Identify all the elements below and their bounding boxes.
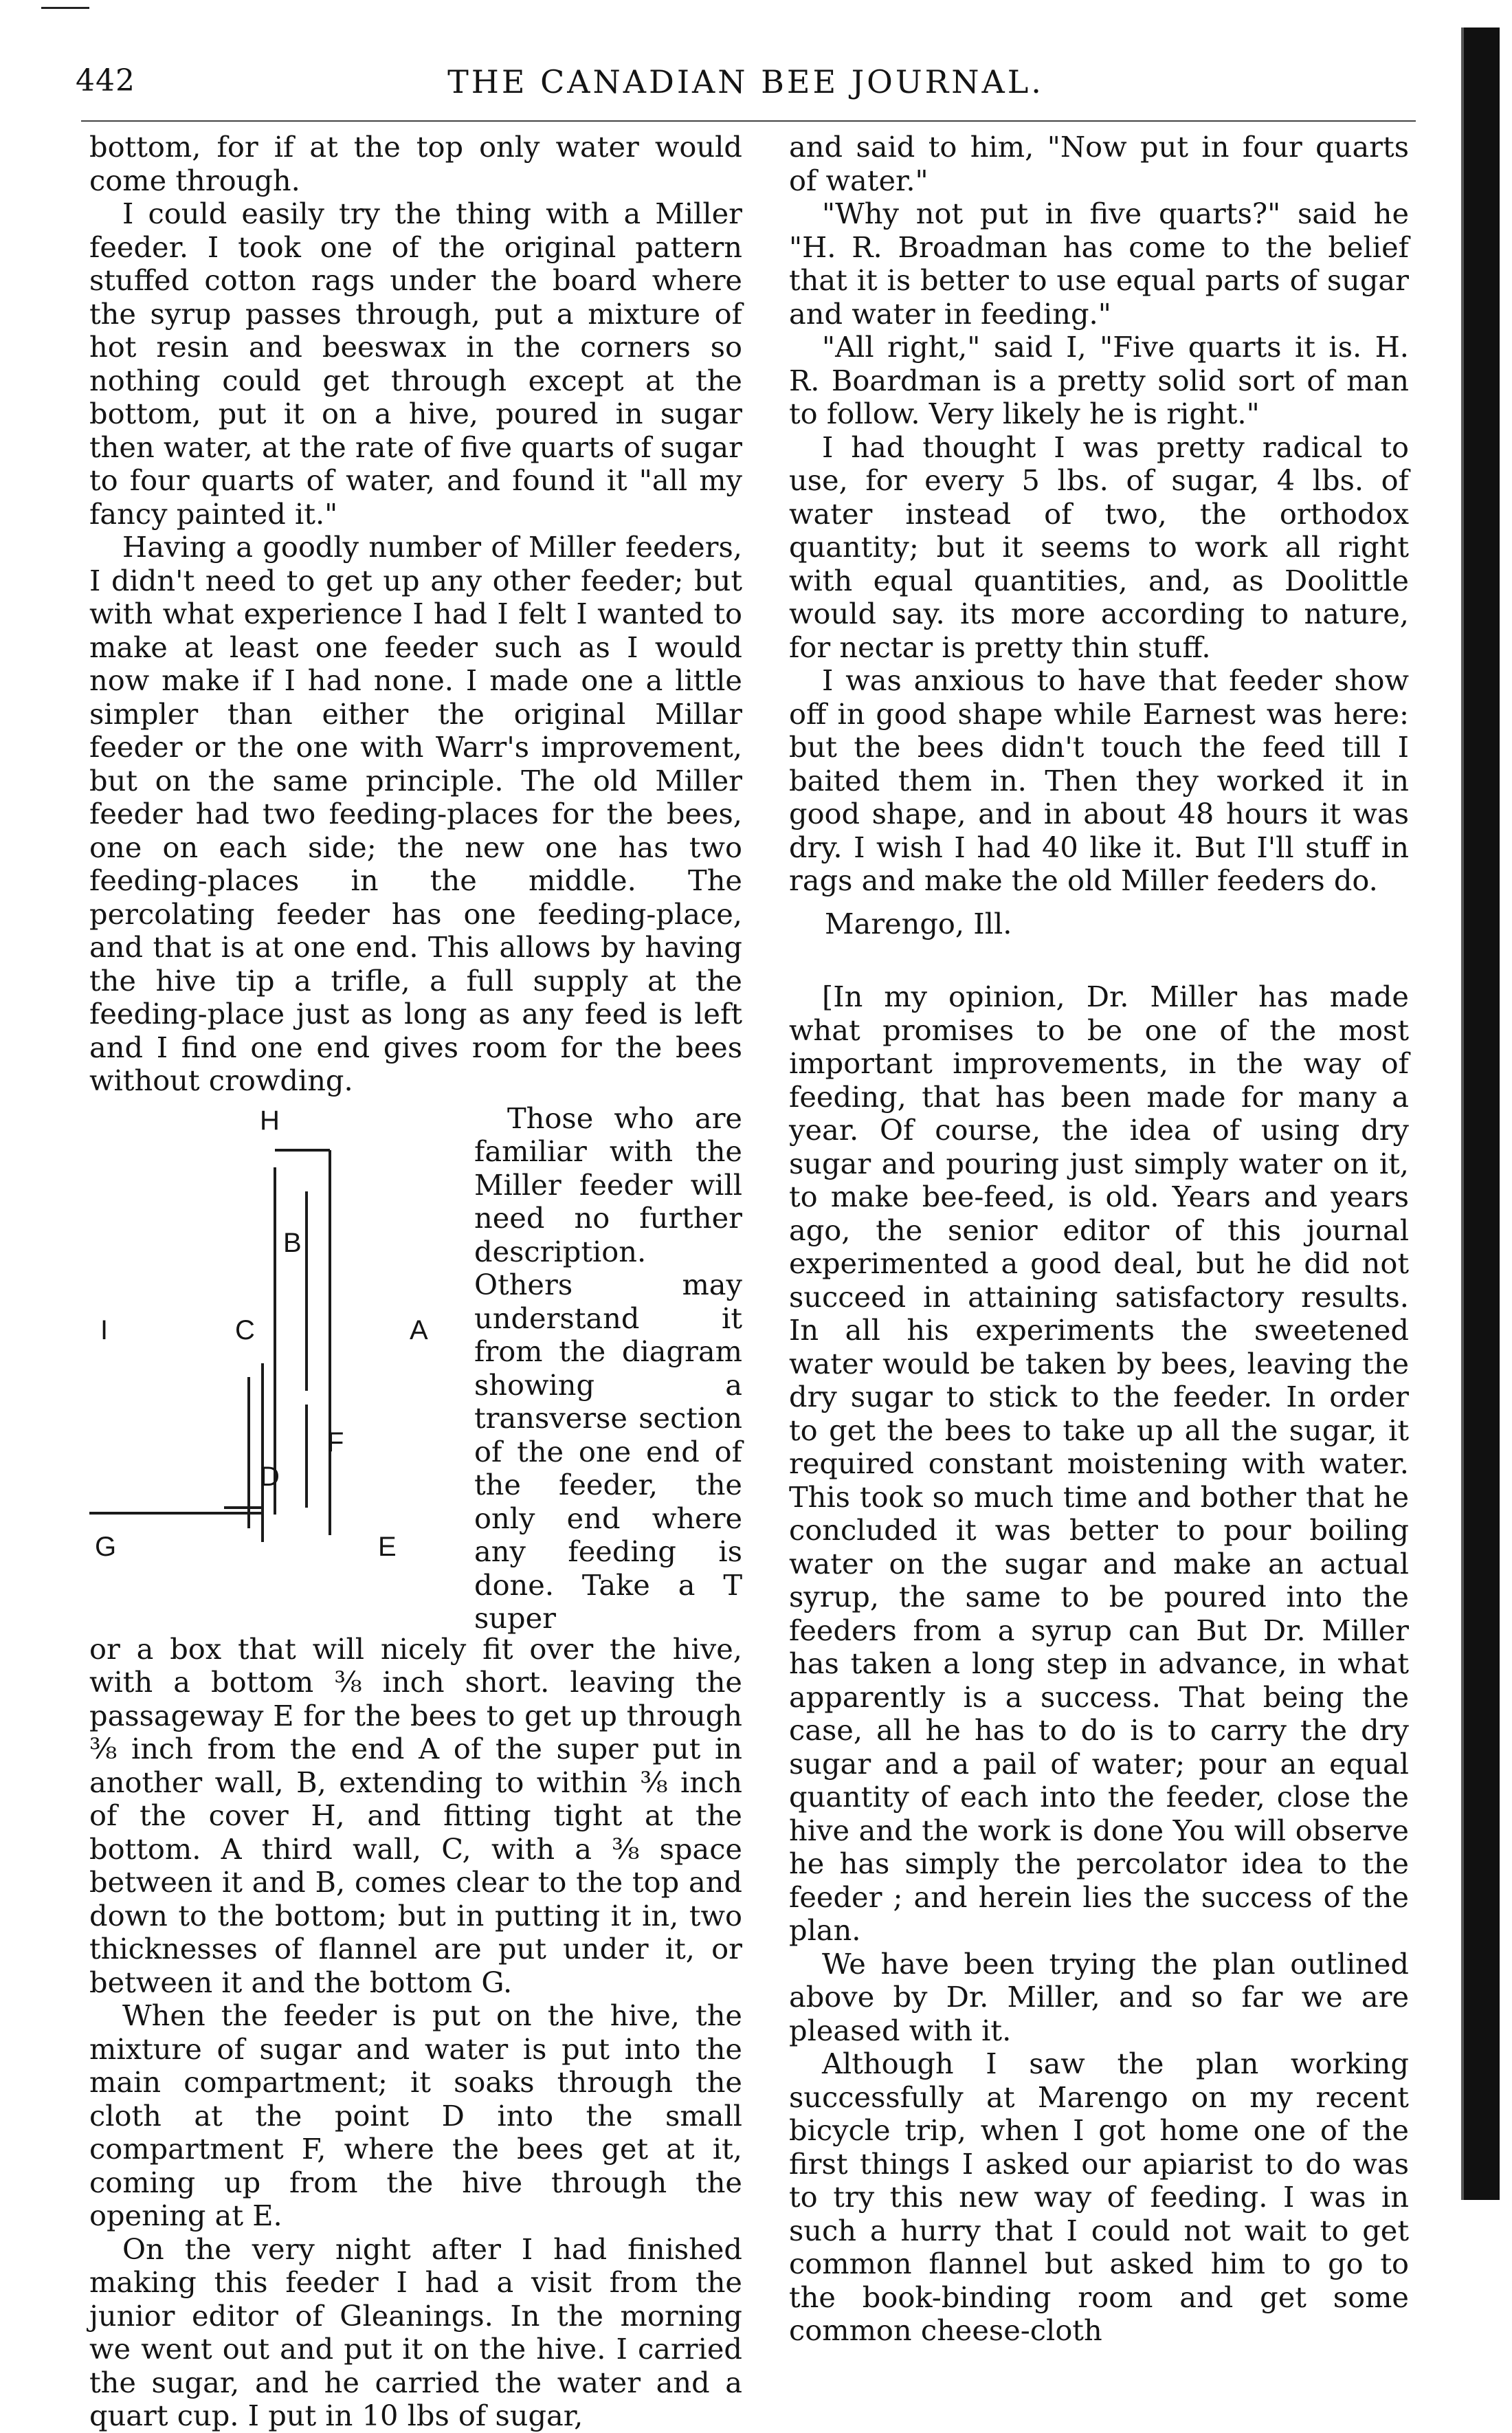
label-D: D bbox=[260, 1461, 280, 1492]
paragraph: "All right," said I, "Five quarts it is. H. R. Boardman is a pretty solid sort of man to follow. Very likely he is right." bbox=[789, 330, 1409, 430]
paragraph: When the feeder is put on the hive, the mixture of sugar and water is put into the main compartment; it soaks through the cloth at the point D into the small compartment F, where the bees get at it, coming up from the hive through the opening at E. bbox=[89, 1999, 742, 2232]
paragraph: Having a goodly number of Miller feeders, I didn't need to get up any other feeder; but with what experience I had I felt I wanted to make at least one feeder such as I would now make if I had none. I made one a little simpler than either the original Millar feeder or the one with Warr's improvement, but on the same principle. The old Miller feeder had two feeding-places for the bees, one on each side; the new one has two feeding-places in the middle. The percolating feeder has one feeding-place, and that is at one end. This allows by having the hive tip a trifle, a full supply at the feeding-place just as long as any feed is left and I find one end gives room for the bees without crowding. bbox=[89, 530, 742, 1097]
label-E: E bbox=[378, 1531, 397, 1562]
label-B: B bbox=[283, 1227, 302, 1258]
label-C: C bbox=[235, 1314, 255, 1345]
paragraph: or a box that will nicely fit over the hive, with a bottom ⅜ inch short. leaving the passageway E for the bees to get up through ⅜ inch from the end A of the super put in another wall, B, extending to within ⅜ inch of the cover H, and fitting tight at the bottom. A third wall, C, with a ⅜ space between it and B, comes clear to the top and down to the bottom; but in putting it in, two thicknesses of flannel are put under it, or between it and the bottom G. bbox=[89, 1631, 742, 1999]
paragraph: We have been trying the plan outlined above by Dr. Miller, and so far we are pleased with it. bbox=[789, 1946, 1409, 2047]
label-F: F bbox=[327, 1427, 344, 1457]
label-H: H bbox=[260, 1105, 280, 1136]
top-rule-mark bbox=[41, 7, 89, 9]
feeder-diagram-block bbox=[89, 1101, 742, 1635]
journal-title: THE CANADIAN BEE JOURNAL. bbox=[447, 63, 1044, 100]
page-number: 442 bbox=[76, 63, 135, 98]
paragraph: Although I saw the plan working successfully at Marengo on my recent bicycle trip, when I got home one of the first things I asked our apiarist to do was to try this new way of feeding. I was in such a hurry that I could not wait to get common flannel but asked him to go to the book-binding room and get some common cheese-cloth bbox=[789, 2047, 1409, 2347]
paragraph: and said to him, "Now put in four quarts of water." bbox=[789, 130, 1409, 197]
binding-shadow bbox=[1464, 27, 1500, 2200]
paragraph: bottom, for if at the top only water would come through. bbox=[89, 130, 742, 197]
signoff-place: Marengo, Ill. bbox=[825, 906, 1012, 940]
paragraph: On the very night after I had finished making this feeder I had a visit from the junior editor of Gleanings. In the morning we went out and put it on the hive. I carried the sugar, and he carried the water and a quart cup. I put in 10 lbs of sugar, bbox=[89, 2232, 742, 2432]
feeder-cross-section-diagram bbox=[89, 1102, 447, 1618]
label-G: G bbox=[95, 1531, 117, 1562]
paragraph: I had thought I was pretty radical to use, for every 5 lbs. of sugar, 4 lbs. of water instead of two, the orthodox quantity; but it seems to work all right with equal quantities, and, as Doolittle would say. its more according to nature, for nectar is pretty thin stuff. bbox=[789, 430, 1409, 664]
paragraph: Those who are familiar with the Miller feeder will need no further description. Others may understand it from the diagram showing a transverse section of the one end of the feeder, the only end where any feeding is done. Take a T super bbox=[474, 1101, 742, 1635]
label-I: I bbox=[100, 1314, 109, 1345]
diagram-side-text bbox=[474, 1102, 742, 1636]
page-header bbox=[76, 63, 1416, 111]
paragraph: "Why not put in five quarts?" said he "H. R. Broadman has come to the belief that it is better to use equal parts of sugar and water in feeding." bbox=[789, 197, 1409, 331]
right-column bbox=[789, 131, 1409, 2348]
header-rule bbox=[81, 120, 1416, 122]
label-A: A bbox=[410, 1314, 428, 1345]
paragraph: I could easily try the thing with a Miller feeder. I took one of the original pattern stuffed cotton rags under the board where the syrup passes through, put a mixture of hot resin and beeswax in the corners so nothing could get through except at the bottom, put it on a hive, poured in sugar then water, at the rate of five quarts of sugar to four quarts of water, and found it "all my fancy painted it." bbox=[89, 197, 742, 531]
paragraph: I was anxious to have that feeder show off in good shape while Earnest was here: but the bees didn't touch the feed till I baited them in. Then they worked it in good shape, and in about 48 hours it was dry. I wish I had 40 like it. But I'll stuff in rags and make the old Miller feeders do. bbox=[789, 663, 1409, 897]
editorial-note: [In my opinion, Dr. Miller has made what promises to be one of the most important improvements, in the way of feeding, that has been made for many a year. Of course, the idea of using dry sugar and pouring just simply water on it, to make bee-feed, is old. Years and years ago, the senior editor of this journal experimented a good deal, but he did not succeed in attaining satisfactory results. In all his experiments the sweetened water would be taken by bees, leaving the dry sugar to stick to the feeder. In order to get the bees to take up all the sugar, it required constant moistening with water. This took so much time and bother that he concluded it was better to pour boiling water on the sugar and make an actual syrup, the same to be poured into the feeders from a syrup can But Dr. Miller has taken a long step in advance, in what apparently is a success. That being the case, all he has to do is to carry the dry sugar and a pail of water; pour an equal quantity of each into the feeder, close the hive and the work is done You will observe he has simply the percolator idea to the feeder ; and herein lies the success of the plan. bbox=[789, 980, 1409, 1947]
left-column bbox=[89, 131, 742, 2433]
